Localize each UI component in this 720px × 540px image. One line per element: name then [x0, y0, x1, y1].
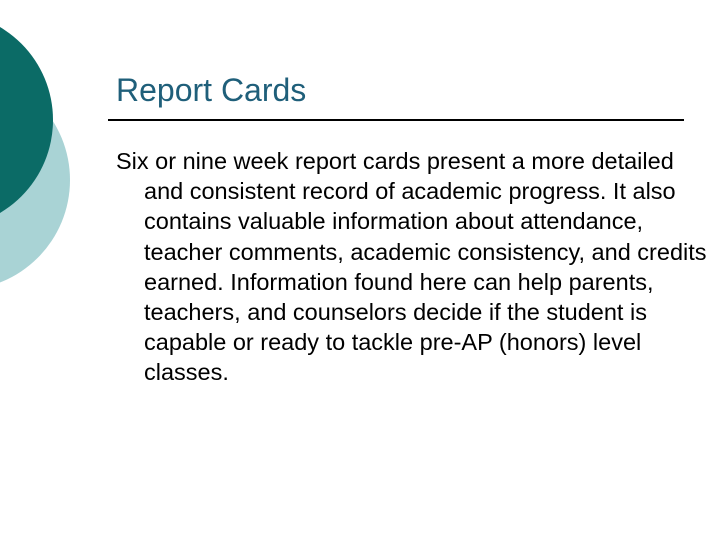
decorative-circles [0, 0, 90, 300]
title-divider [108, 119, 684, 121]
slide-body-text: Six or nine week report cards present a more detailed and consistent record of academic progress. It also contains valuable information about attendance, teacher comments, academic consistency, and credits earned. Information found here can help parents, teachers, and counselors decide if the student is capable or ready to tackle pre-AP (honors) level classes. [116, 148, 707, 386]
slide-title: Report Cards [116, 72, 307, 108]
